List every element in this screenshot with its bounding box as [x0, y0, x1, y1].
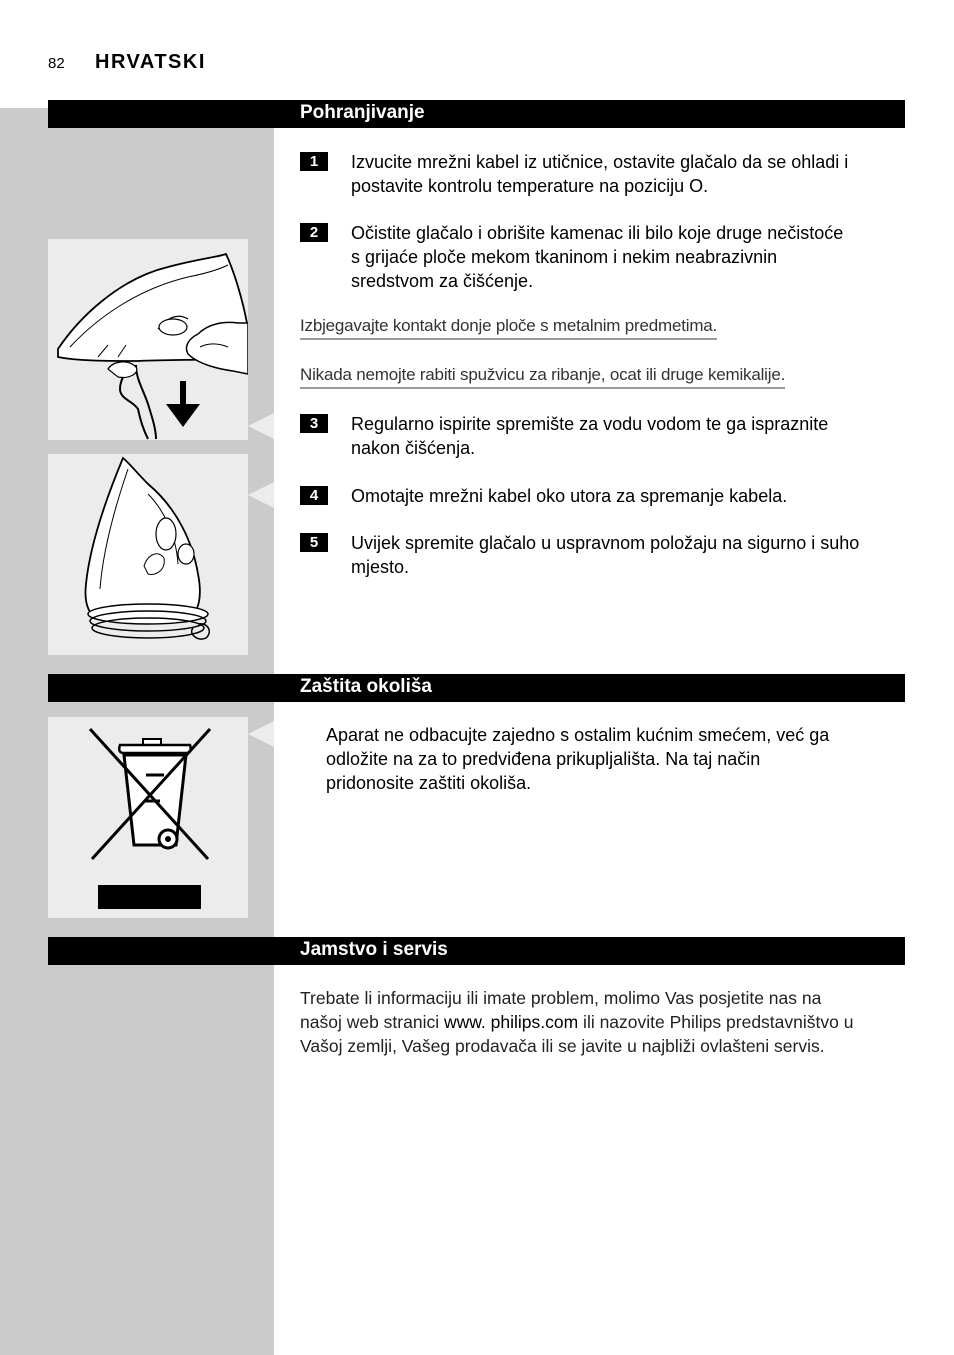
paragraph-line: pridonosite zaštiti okoliša.: [326, 773, 532, 793]
section-header-storage: [48, 100, 905, 128]
section-title-warranty: Jamstvo i servis: [300, 939, 448, 960]
step-line: sredstvom za čišćenje.: [351, 271, 534, 291]
warranty-text: [300, 986, 910, 1058]
step-number: 2: [300, 223, 328, 242]
paragraph-line: Aparat ne odbacujte zajedno s ostalim kućnim smećem, već ga: [326, 725, 830, 745]
step-text: [351, 150, 848, 198]
illustration-weee-bin: [48, 717, 248, 918]
iron-unplug-icon: [48, 239, 248, 440]
paragraph-line: odložite na za to predviđena prikupljališta. Na taj način: [326, 749, 761, 769]
step-line: Očistite glačalo i obrišite kamenac ili bilo koje druge nečistoće: [351, 223, 844, 243]
step-text: [351, 484, 787, 508]
language-title: HRVATSKI: [95, 51, 206, 73]
step-text: [351, 531, 859, 579]
step-text: [351, 412, 828, 460]
section-title-environment: Zaštita okoliša: [300, 676, 432, 697]
step-line: Uvijek spremite glačalo u uspravnom položaju na sigurno i suho: [351, 533, 860, 553]
website-link[interactable]: www. philips.com: [443, 1012, 579, 1032]
iron-upright-icon: [48, 454, 248, 655]
step-number: 3: [300, 414, 328, 433]
step-line: mjesto.: [351, 557, 410, 577]
step-line: nakon čišćenja.: [351, 438, 476, 458]
step-line: Regularno ispirite spremište za vodu vodom te ga ispraznite: [351, 414, 829, 434]
warning-note: Nikada nemojte rabiti spužvicu za ribanje, ocat ili druge kemikalije.: [300, 365, 785, 389]
step-text: [351, 221, 843, 293]
section-title-storage: Pohranjivanje: [300, 102, 425, 123]
callout-pointer: [248, 413, 274, 439]
illustration-upright-iron: [48, 454, 248, 655]
step-line: Izvucite mrežni kabel iz utičnice, ostavite glačalo da se ohladi i: [351, 152, 849, 172]
step-line: postavite kontrolu temperature na poziciju O.: [351, 176, 709, 196]
section-header-warranty: [48, 937, 905, 965]
step-number: 1: [300, 152, 328, 171]
page-number: 82: [48, 55, 65, 72]
environment-text: [326, 723, 906, 795]
illustration-unplug-iron: [48, 239, 248, 440]
paragraph-line: Vašoj zemlji, Vašeg prodavača ili se javite u najbliži ovlašteni servis.: [300, 1036, 825, 1056]
section-header-environment: [48, 674, 905, 702]
paragraph-line: Trebate li informaciju ili imate problem, molimo Vas posjetite nas na: [300, 988, 822, 1008]
text-span: našoj web stranici: [300, 1012, 444, 1032]
warning-note: Izbjegavajte kontakt donje ploče s metalnim predmetima.: [300, 316, 717, 340]
step-line: Omotajte mrežni kabel oko utora za spremanje kabela.: [351, 486, 788, 506]
callout-pointer: [248, 721, 274, 747]
text-span: ili nazovite Philips predstavništvo u: [578, 1012, 854, 1032]
step-line: s grijaće ploče mekom tkaninom i nekim neabrazivnin: [351, 247, 778, 267]
paragraph-line: [300, 1010, 910, 1034]
step-number: 4: [300, 486, 328, 505]
callout-pointer: [248, 482, 274, 508]
crossed-bin-icon: [48, 717, 248, 918]
step-number: 5: [300, 533, 328, 552]
